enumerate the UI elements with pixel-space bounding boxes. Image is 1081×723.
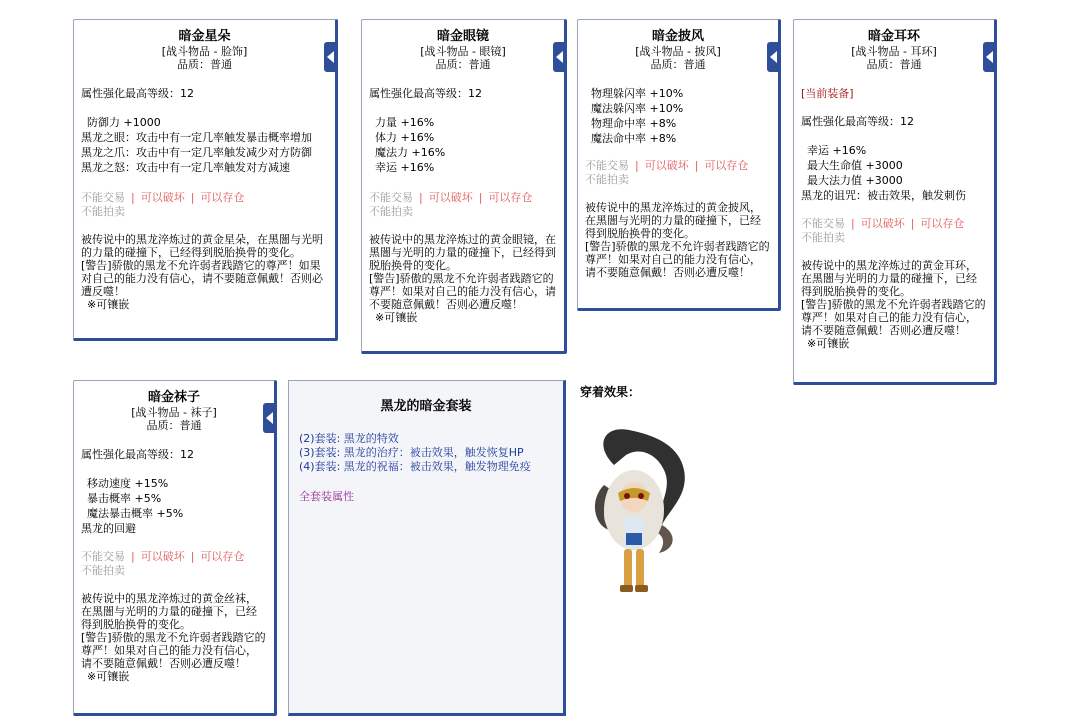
item-flags: 不能交易 | 可以破坏 | 可以存仓 (81, 191, 245, 204)
item-flags: 不能交易 | 可以破坏 | 可以存仓 (585, 159, 749, 172)
collapse-arrow-icon[interactable] (263, 403, 277, 433)
stat-line: 力量 +16% (375, 116, 435, 129)
item-name: 暗金披风 (651, 29, 704, 44)
item-quality: 品质：普通 (435, 58, 491, 71)
flag-auction: 不能拍卖 (81, 205, 125, 218)
item-card-socks (73, 380, 277, 716)
effect-line: 黑龙之爪：攻击中有一定几率触发减少对方防御 (81, 146, 312, 159)
item-category: [战斗物品 - 袜子] (131, 406, 217, 419)
item-warning: [警告]骄傲的黑龙不允许弱者践踏它的尊严！如果对自己的能力没有信心，请不要随意佩戴！否则必遭反噬！ (585, 240, 770, 279)
flag-break: 可以破坏 (428, 191, 473, 204)
flag-auction: 不能拍卖 (585, 173, 629, 186)
collapse-arrow-icon[interactable] (983, 42, 997, 72)
stat-line: 物理命中率 +8% (591, 117, 677, 130)
item-category: [战斗物品 - 眼镜] (420, 45, 506, 58)
set-bonus-item: (2)套装: 黑龙的特效 (299, 432, 399, 445)
item-name: 暗金耳环 (867, 29, 920, 44)
item-name: 暗金眼镜 (436, 29, 489, 44)
enhance-level: 属性强化最高等级：12 (369, 87, 482, 100)
item-description: 被传说中的黑龙淬炼过的黄金丝袜，在黑闇与光明的力量的碰撞下，已经得到脱胎换骨的变化。 (81, 592, 257, 631)
collapse-arrow-icon[interactable] (553, 42, 567, 72)
enhance-level: 属性强化最高等级：12 (81, 448, 194, 461)
set-all-attributes-link[interactable]: 全套装属性 (299, 490, 354, 503)
flag-break: 可以破坏 (860, 217, 905, 230)
stat-line: 移动速度 +15% (87, 477, 169, 490)
item-description: 被传说中的黑龙淬炼过的黄金披风，在黑闇与光明的力量的碰撞下，已经得到脱胎换骨的变化。 (585, 201, 761, 240)
flag-break: 可以破坏 (140, 550, 185, 563)
stat-line: 幸运 +16% (375, 161, 435, 174)
set-bonus-item: (3)套装: 黑龙的治疗：被击效果，触发恢复HP (299, 446, 524, 459)
flag-trade: 不能交易 (369, 191, 413, 204)
flag-trade: 不能交易 (81, 191, 125, 204)
item-name: 暗金袜子 (147, 390, 200, 405)
item-warning: [警告]骄傲的黑龙不允许弱者践踏它的尊严！如果对自己的能力没有信心，请不要随意佩戴！否则必遭反噬！ (801, 298, 986, 337)
effect-line: 黑龙的回避 (81, 522, 136, 535)
socket-note: ※可镶嵌 (375, 311, 418, 324)
item-quality: 品质：普通 (866, 58, 922, 71)
stat-line: 防御力 +1000 (87, 116, 161, 129)
stat-line: 物理躲闪率 +10% (591, 87, 684, 100)
item-card-cape (577, 19, 781, 311)
flag-auction: 不能拍卖 (801, 231, 845, 244)
flag-trade: 不能交易 (81, 550, 125, 563)
stat-line: 最大生命值 +3000 (807, 159, 903, 172)
flag-break: 可以破坏 (140, 191, 185, 204)
wear-effect-label: 穿着效果： (580, 385, 641, 399)
enhance-level: 属性强化最高等级：12 (801, 115, 914, 128)
flag-store: 可以存仓 (488, 191, 533, 204)
collapse-arrow-icon[interactable] (324, 42, 338, 72)
stat-line: 暴击概率 +5% (87, 492, 162, 505)
item-card-earring (793, 19, 997, 385)
set-bonus-panel (288, 380, 566, 716)
socket-note: ※可镶嵌 (807, 337, 850, 350)
stat-line: 魔法躲闪率 +10% (591, 102, 684, 115)
flag-trade: 不能交易 (585, 159, 629, 172)
item-flags: 不能交易 | 可以破坏 | 可以存仓 (369, 191, 533, 204)
set-title: 黑龙的暗金套装 (380, 399, 472, 414)
item-warning: [警告]骄傲的黑龙不允许弱者践踏它的尊严！如果对自己的能力没有信心，请不要随意佩戴！否则必遭反噬！ (81, 631, 266, 670)
item-warning: [警告]骄傲的黑龙不允许弱者践踏它的尊严！如果对自己的能力没有信心，请不要随意佩戴！否则必遭反噬！ (369, 272, 556, 311)
stat-line: 幸运 +16% (807, 144, 867, 157)
stat-line: 体力 +16% (375, 131, 435, 144)
item-quality: 品质：普通 (146, 419, 202, 432)
item-description: 被传说中的黑龙淬炼过的黄金星朵，在黑闇与光明的力量的碰撞下，已经得到脱胎换骨的变化。 (81, 233, 323, 259)
stat-line: 魔法暴击概率 +5% (87, 507, 184, 520)
flag-auction: 不能拍卖 (369, 205, 413, 218)
flag-break: 可以破坏 (644, 159, 689, 172)
item-quality: 品质：普通 (177, 58, 232, 71)
stat-line: 魔法力 +16% (375, 146, 446, 159)
effect-line: 黑龙的诅咒：被击效果，触发刺伤 (801, 189, 966, 202)
enhance-level: 属性强化最高等级：12 (81, 87, 194, 100)
item-category: [战斗物品 - 脸饰] (161, 45, 248, 58)
set-bonus-item: (4)套装: 黑龙的祝福：被击效果，触发物理免疫 (299, 460, 531, 473)
socket-note: ※可镶嵌 (87, 298, 130, 311)
item-card-star (73, 19, 338, 341)
flag-store: 可以存仓 (704, 159, 749, 172)
effect-line: 黑龙之怒：攻击中有一定几率触发对方减速 (81, 161, 290, 174)
item-name: 暗金星朵 (178, 29, 231, 44)
flag-trade: 不能交易 (801, 217, 845, 230)
flag-store: 可以存仓 (920, 217, 965, 230)
item-flags: 不能交易 | 可以破坏 | 可以存仓 (801, 217, 965, 230)
item-card-glasses (361, 19, 567, 354)
item-description: 被传说中的黑龙淬炼过的黄金耳环，在黑闇与光明的力量的碰撞下，已经得到脱胎换骨的变化。 (801, 259, 977, 298)
equipped-badge: [当前装备] (801, 87, 854, 100)
effect-line: 黑龙之眼：攻击中有一定几率触发暴击概率增加 (81, 131, 312, 144)
flag-auction: 不能拍卖 (81, 564, 125, 577)
flag-store: 可以存仓 (200, 550, 245, 563)
collapse-arrow-icon[interactable] (767, 42, 781, 72)
socket-note: ※可镶嵌 (87, 670, 130, 683)
flag-store: 可以存仓 (200, 191, 245, 204)
item-description: 被传说中的黑龙淬炼过的黄金眼镜，在黑闇与光明的力量的碰撞下，已经得到脱胎换骨的变化。 (369, 233, 556, 272)
item-warning: [警告]骄傲的黑龙不允许弱者践踏它的尊严！如果对自己的能力没有信心，请不要随意佩戴！否则必遭反噬！ (81, 259, 323, 298)
stat-line: 最大法力值 +3000 (807, 174, 903, 187)
character-avatar (584, 425, 694, 605)
item-category: [战斗物品 - 耳环] (851, 45, 937, 58)
item-category: [战斗物品 - 披风] (635, 45, 721, 58)
stat-line: 魔法命中率 +8% (591, 132, 677, 145)
item-quality: 品质：普通 (650, 58, 706, 71)
item-flags: 不能交易 | 可以破坏 | 可以存仓 (81, 550, 245, 563)
